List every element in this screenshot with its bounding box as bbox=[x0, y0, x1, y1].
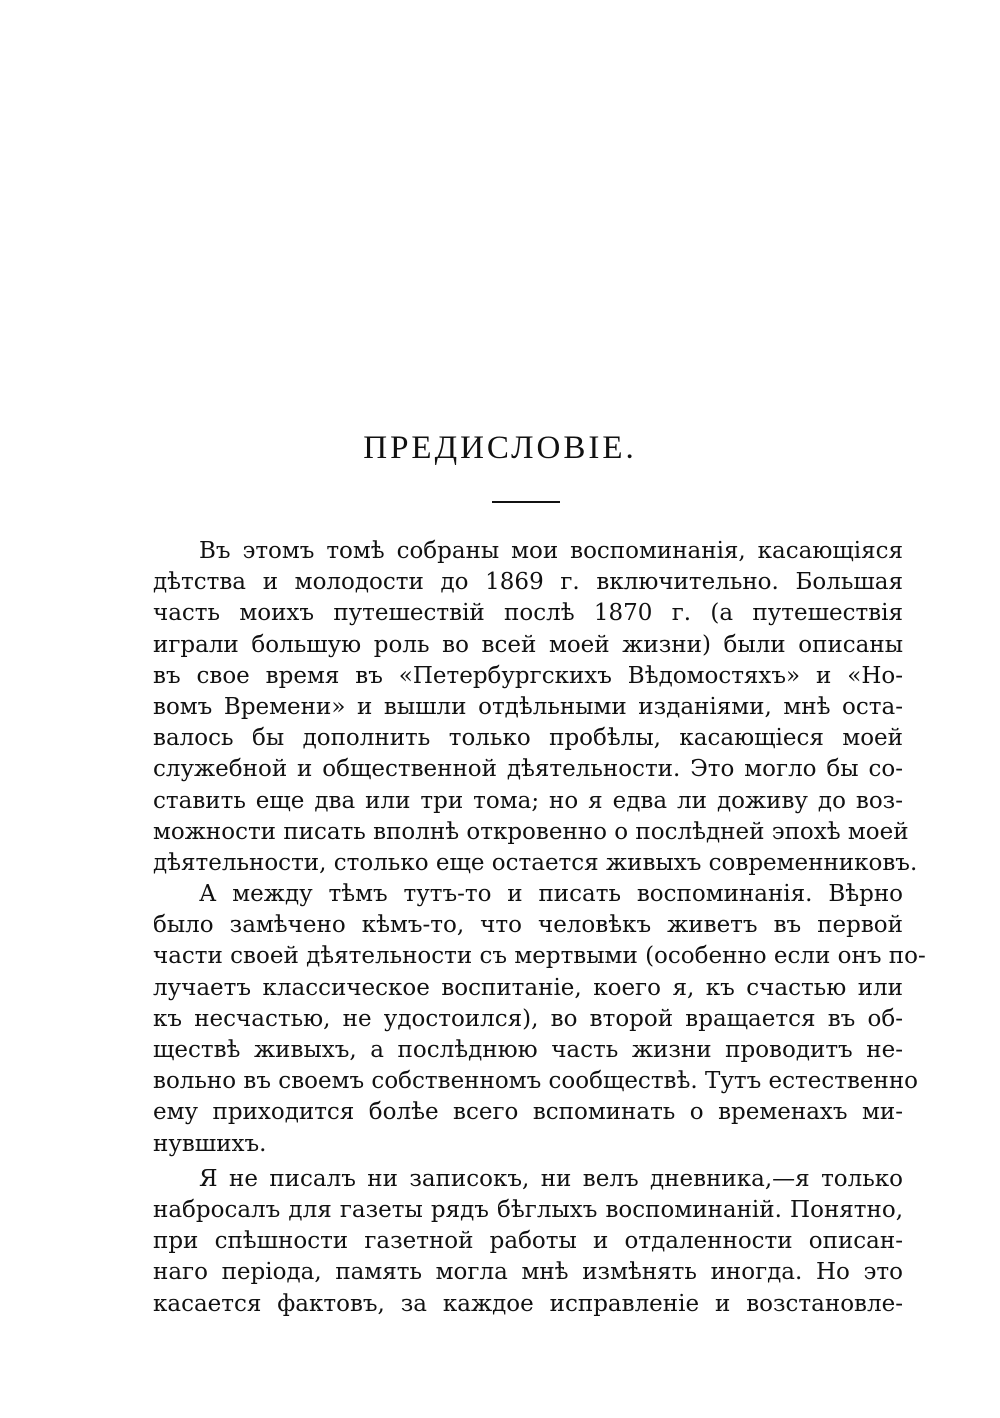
preface-text bbox=[153, 536, 926, 1320]
text-line: вомъ Времени» и вышли отдѣльными изданіями, мнѣ оста- bbox=[153, 693, 903, 720]
text-line: дѣятельности, столько еще остается живыхъ современниковъ. bbox=[153, 849, 918, 876]
text-line: ему приходится болѣе всего вспоминать о временахъ ми- bbox=[153, 1099, 903, 1126]
paragraph-1 bbox=[153, 536, 918, 879]
text-line: ставить еще два или три тома; но я едва ли доживу до воз- bbox=[153, 787, 903, 814]
text-line: нувшихъ. bbox=[153, 1130, 267, 1157]
text-line: валось бы дополнить только пробѣлы, касающіеся моей bbox=[153, 725, 903, 752]
text-line: вольно въ своемъ собственномъ сообществѣ. Тутъ естественно bbox=[153, 1068, 919, 1095]
text-line: А между тѣмъ тутъ-то и писать воспоминанія. Вѣрно bbox=[199, 881, 903, 908]
text-line: играли большую роль во всей моей жизни) были описаны bbox=[153, 631, 903, 658]
text-line: было замѣчено кѣмъ-то, что человѣкъ живетъ въ первой bbox=[153, 912, 903, 939]
text-line: Въ этомъ томѣ собраны мои воспоминанія, касающіяся bbox=[199, 538, 903, 564]
text-line: при спѣшности газетной работы и отдаленности описан- bbox=[153, 1228, 903, 1255]
text-line: касается фактовъ, за каждое исправленіе и возстановле- bbox=[153, 1290, 903, 1317]
text-line: Я не писалъ ни записокъ, ни велъ дневника,—я только bbox=[199, 1165, 903, 1192]
text-line: наго періода, память могла мнѣ измѣнять иногда. Но это bbox=[153, 1259, 903, 1286]
text-line: лучаетъ классическое воспитаніе, коего я, къ счастью или bbox=[153, 974, 903, 1001]
page-title: ПРЕДИСЛОВІЕ. bbox=[363, 430, 637, 466]
text-line: ществѣ живыхъ, а послѣднюю часть жизни проводитъ не- bbox=[153, 1037, 903, 1063]
text-line: часть моихъ путешествій послѣ 1870 г. (а путешествія bbox=[153, 600, 903, 627]
text-line: къ несчастью, не удостоился), во второй вращается въ об- bbox=[153, 1005, 903, 1032]
text-line: дѣтства и молодости до 1869 г. включительно. Большая bbox=[153, 569, 903, 596]
title-divider bbox=[492, 501, 560, 503]
text-line: можности писать вполнѣ откровенно о послѣдней эпохѣ моей bbox=[153, 818, 909, 845]
text-line: части своей дѣятельности съ мертвыми (особенно если онъ по- bbox=[153, 943, 926, 970]
paragraph-2 bbox=[153, 879, 926, 1160]
text-line: служебной и общественной дѣятельности. Это могло бы со- bbox=[153, 756, 903, 783]
text-line: набросалъ для газеты рядъ бѣглыхъ воспоминаній. Понятно, bbox=[153, 1196, 903, 1223]
paragraph-3 bbox=[153, 1164, 903, 1320]
text-line: въ свое время въ «Петербургскихъ Вѣдомостяхъ» и «Но- bbox=[153, 662, 903, 689]
